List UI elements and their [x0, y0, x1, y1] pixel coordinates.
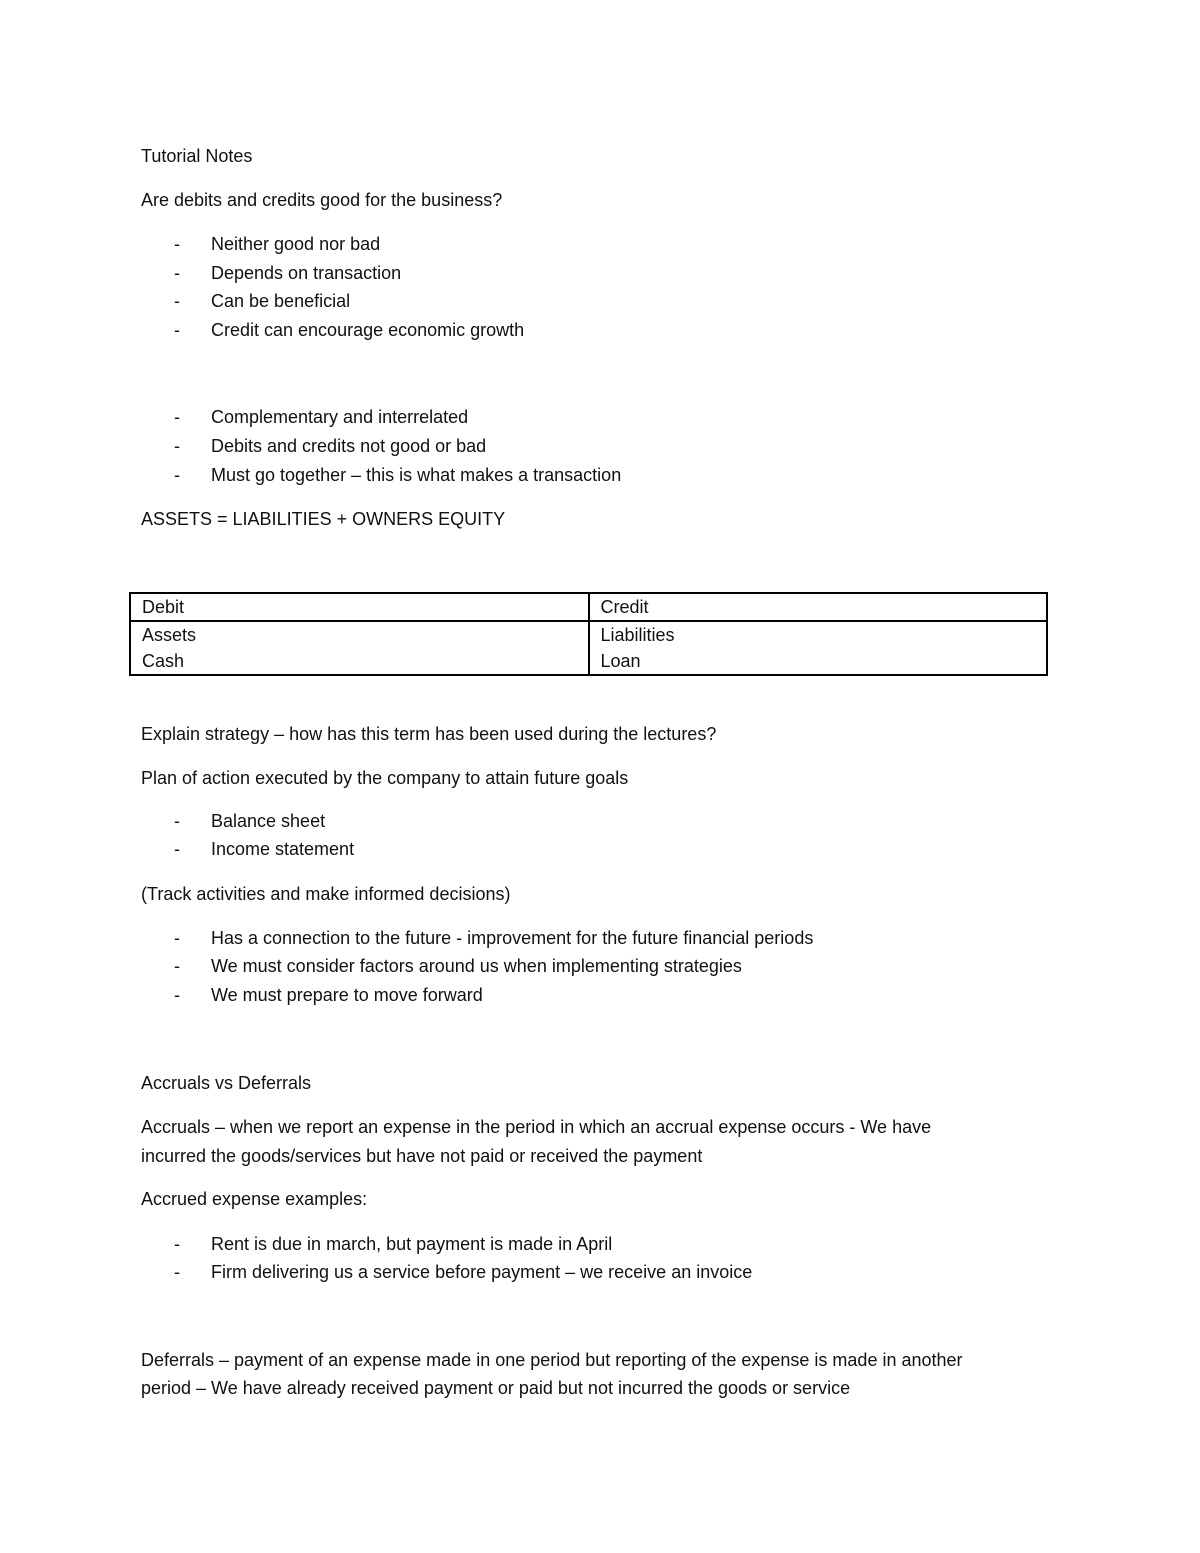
heading-accruals-deferrals: Accruals vs Deferrals [141, 1073, 312, 1093]
list-item: Depends on transaction [211, 263, 402, 283]
bullet-dash: - [174, 1234, 180, 1254]
accruals-definition-line1: Accruals – when we report an expense in the period in which an accrual expense occurs - We have [141, 1117, 932, 1137]
accrued-examples-label: Accrued expense examples: [141, 1189, 368, 1209]
table-row [130, 621, 1047, 648]
document-title: Tutorial Notes [141, 146, 253, 166]
table-header-debit: Debit [130, 593, 589, 621]
accruals-definition-line2: incurred the goods/services but have not paid or received the payment [141, 1146, 703, 1166]
table-row [130, 648, 1047, 675]
table-header-credit: Credit [589, 593, 1048, 621]
list-item: Balance sheet [211, 811, 326, 831]
bullet-dash: - [174, 234, 180, 254]
deferrals-definition-line1: Deferrals – payment of an expense made in one period but reporting of the expense is made in another [141, 1350, 963, 1370]
list-item: We must consider factors around us when implementing strategies [211, 956, 742, 976]
debit-credit-table [129, 592, 1048, 676]
bullet-dash: - [174, 928, 180, 948]
list-item: Rent is due in march, but payment is made in April [211, 1234, 613, 1254]
answer-strategy: Plan of action executed by the company to attain future goals [141, 768, 629, 788]
list-item: Has a connection to the future - improvement for the future financial periods [211, 928, 814, 948]
table-cell: Liabilities [589, 621, 1048, 648]
bullet-dash: - [174, 407, 180, 427]
bullet-dash: - [174, 465, 180, 485]
question-debits-credits: Are debits and credits good for the business? [141, 190, 503, 210]
list-item: Debits and credits not good or bad [211, 436, 487, 456]
bullet-dash: - [174, 839, 180, 859]
list-item: Credit can encourage economic growth [211, 320, 525, 340]
track-activities-note: (Track activities and make informed decisions) [141, 884, 511, 904]
table-cell: Cash [130, 648, 589, 675]
list-item: Complementary and interrelated [211, 407, 469, 427]
bullet-dash: - [174, 811, 180, 831]
list-item: Firm delivering us a service before payment – we receive an invoice [211, 1262, 753, 1282]
table-header-row [130, 593, 1047, 621]
table-cell: Loan [589, 648, 1048, 675]
question-strategy: Explain strategy – how has this term has been used during the lectures? [141, 724, 717, 744]
bullet-dash: - [174, 956, 180, 976]
bullet-dash: - [174, 320, 180, 340]
list-item: Income statement [211, 839, 355, 859]
bullet-dash: - [174, 1262, 180, 1282]
bullet-dash: - [174, 436, 180, 456]
bullet-dash: - [174, 985, 180, 1005]
list-item: Can be beneficial [211, 291, 351, 311]
list-item: We must prepare to move forward [211, 985, 483, 1005]
list-item: Neither good nor bad [211, 234, 381, 254]
bullet-dash: - [174, 291, 180, 311]
bullet-dash: - [174, 263, 180, 283]
table-cell: Assets [130, 621, 589, 648]
list-item: Must go together – this is what makes a transaction [211, 465, 622, 485]
deferrals-definition-line2: period – We have already received payment or paid but not incurred the goods or service [141, 1378, 851, 1398]
accounting-equation: ASSETS = LIABILITIES + OWNERS EQUITY [141, 509, 506, 529]
